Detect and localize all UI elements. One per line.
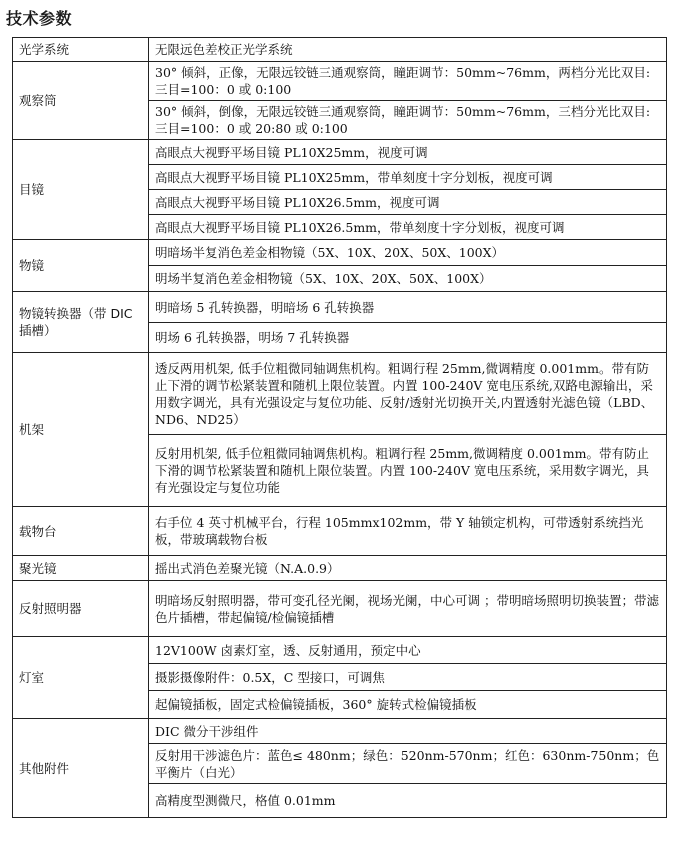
row-item: 高眼点大视野平场目镜 PL10X25mm，带单刻度十字分划板，视度可调 xyxy=(149,165,667,190)
row-category: 其他附件 xyxy=(13,719,149,818)
row-item: 高眼点大视野平场目镜 PL10X26.5mm，视度可调 xyxy=(149,190,667,215)
row-item: 明暗场反射照明器，带可变孔径光阑，视场光阑，中心可调 ；带明暗场照明切换装置；带滤色片插槽，带起偏镜/检偏镜插槽 xyxy=(149,581,667,637)
table-row xyxy=(13,637,667,664)
row-item: 反射用干涉滤色片：蓝色≤ 480nm；绿色：520nm-570nm；红色：630nm-750nm；色平衡片（白光） xyxy=(149,744,667,784)
table-row xyxy=(13,140,667,165)
row-item: 高眼点大视野平场目镜 PL10X26.5mm，带单刻度十字分划板，视度可调 xyxy=(149,215,667,240)
row-item: 明暗场 5 孔转换器，明暗场 6 孔转换器 xyxy=(149,292,667,323)
table-row xyxy=(13,556,667,581)
table-row xyxy=(13,353,667,435)
row-category: 反射照明器 xyxy=(13,581,149,637)
table-row xyxy=(13,507,667,556)
row-category: 目镜 xyxy=(13,140,149,240)
row-category: 观察筒 xyxy=(13,62,149,140)
row-item: DIC 微分干涉组件 xyxy=(149,719,667,744)
table-row xyxy=(13,292,667,323)
page-title: 技术参数 xyxy=(6,9,73,28)
row-item: 12V100W 卤素灯室，透、反射通用，预定中心 xyxy=(149,637,667,664)
row-category: 灯室 xyxy=(13,637,149,719)
row-category: 光学系统 xyxy=(13,38,149,62)
row-item: 30° 倾斜，正像，无限远铰链三通观察筒，瞳距调节：50mm~76mm，两档分光比双目:三目=100：0 或 0:100 xyxy=(149,62,667,101)
row-item: 摇出式消色差聚光镜（N.A.0.9） xyxy=(149,556,667,581)
row-category: 机架 xyxy=(13,353,149,507)
row-item: 摄影摄像附件：0.5X，C 型接口，可调焦 xyxy=(149,664,667,691)
table-row xyxy=(13,62,667,101)
row-category: 载物台 xyxy=(13,507,149,556)
row-item: 高精度型测微尺，格值 0.01mm xyxy=(149,784,667,818)
row-item: 高眼点大视野平场目镜 PL10X25mm，视度可调 xyxy=(149,140,667,165)
table-row xyxy=(13,719,667,744)
row-category: 物镜 xyxy=(13,240,149,292)
spec-table xyxy=(12,37,667,818)
row-item: 起偏镜插板，固定式检偏镜插板，360° 旋转式检偏镜插板 xyxy=(149,691,667,719)
table-row xyxy=(13,581,667,637)
row-category: 聚光镜 xyxy=(13,556,149,581)
row-item: 明场 6 孔转换器，明场 7 孔转换器 xyxy=(149,323,667,353)
row-item: 无限远色差校正光学系统 xyxy=(149,38,667,62)
row-category: 物镜转换器（带 DIC 插槽） xyxy=(13,292,149,353)
row-item: 明暗场半复消色差金相物镜（5X、10X、20X、50X、100X） xyxy=(149,240,667,266)
row-item: 透反两用机架, 低手位粗微同轴调焦机构。粗调行程 25mm,微调精度 0.001mm。带有防止下滑的调节松紧装置和随机上限位装置。内置 100-240V 宽电压系统,双路电源输出，采用数字调光，具有光强设定与复位功能、反射/透射光切换开关,内置透射光滤色镜（LBD、ND6、ND25） xyxy=(149,353,667,435)
row-item: 明场半复消色差金相物镜（5X、10X、20X、50X、100X） xyxy=(149,266,667,292)
row-item: 反射用机架, 低手位粗微同轴调焦机构。粗调行程 25mm,微调精度 0.001mm。带有防止下滑的调节松紧装置和随机上限位装置。内置 100-240V 宽电压系统，采用数字调光，具有光强设定与复位功能 xyxy=(149,435,667,507)
table-row xyxy=(13,38,667,62)
row-item: 右手位 4 英寸机械平台，行程 105mmx102mm，带 Y 轴锁定机构，可带透射系统挡光板，带玻璃载物台板 xyxy=(149,507,667,556)
table-row xyxy=(13,240,667,266)
row-item: 30° 倾斜，倒像，无限远铰链三通观察筒，瞳距调节：50mm~76mm，三档分光比双目:三目=100：0 或 20:80 或 0:100 xyxy=(149,101,667,140)
